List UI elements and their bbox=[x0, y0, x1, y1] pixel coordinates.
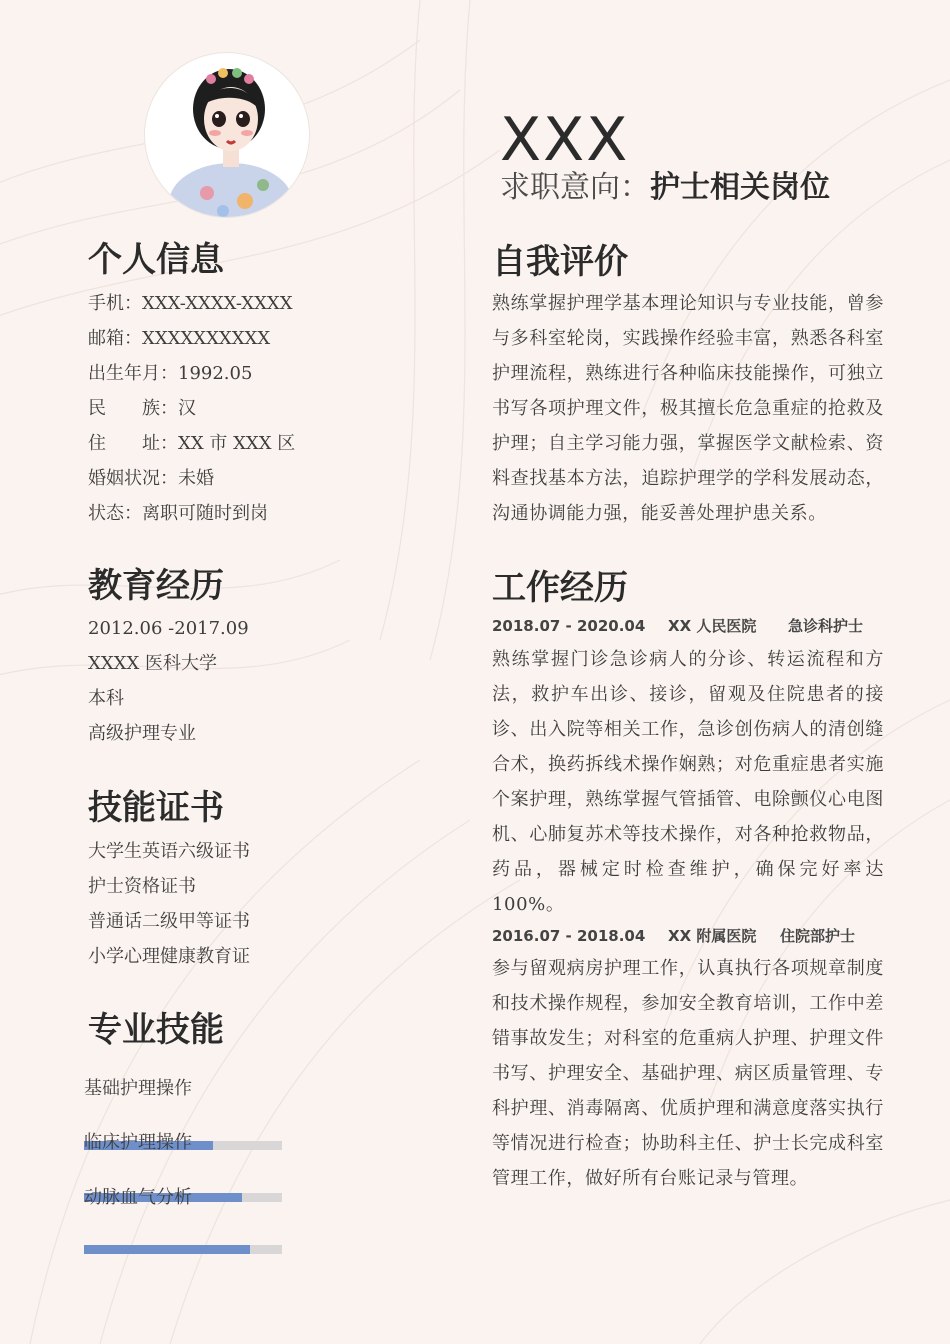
job-description: 参与留观病房护理工作，认真执行各项规章制度和技术操作规程，参加安全教育培训，工作中差错事故发生；对科室的危重病人护理、护理文件书写、护理安全、基础护理、病区质量管理、专科护理、消毒隔离、优质护理和满意度落实执行等情况进行检查；协助科主任、护士长完成科室管理工作，做好所有台账记录与管理。 bbox=[492, 958, 884, 1189]
job-description: 熟练掌握门诊急诊病人的分诊、转运流程和方法，救护车出诊、接诊，留观及住院患者的接诊、出入院等相关工作，急诊创伤病人的清创缝合术，换药拆线术操作娴熟；对危重症患者实施个案护理，熟练掌握气管插管、电除颤仪心电图机、心肺复苏术等技术操作，对各种抢救物品，药品，器械定时检查维护，确保完好率达 100%。 bbox=[492, 649, 884, 915]
job-header bbox=[492, 925, 855, 947]
avatar-illustration bbox=[145, 53, 309, 217]
job-company: XX 附属医院 bbox=[668, 927, 757, 945]
skill-label: 临床护理操作 bbox=[84, 1132, 192, 1153]
self-evaluation-text: 熟练掌握护理学基本理论知识与专业技能，曾参与多科室轮岗，实践操作经验丰富，熟悉各科室护理流程，熟练进行各种临床技能操作，可独立书写各项护理文件，极其擅长危急重症的抢救及护理；自主学习能力强，掌握医学文献检索、资料查找基本方法，追踪护理学的学科发展动态，沟通协调能力强，能妥善处理护患关系。 bbox=[492, 293, 884, 524]
job-period: 2016.07 - 2018.04 bbox=[492, 927, 646, 945]
certificate-item: 大学生英语六级证书 bbox=[88, 841, 250, 862]
self-evaluation-title: 自我评价 bbox=[492, 242, 628, 282]
work-experience-title: 工作经历 bbox=[492, 568, 628, 608]
job-period: 2018.07 - 2020.04 bbox=[492, 617, 646, 635]
certificate-item: 普通话二级甲等证书 bbox=[88, 911, 250, 932]
address: 住 址：XX 市 XXX 区 bbox=[88, 433, 296, 454]
job-role: 急诊科护士 bbox=[788, 617, 864, 635]
skill-item bbox=[84, 1131, 284, 1155]
skills-title: 专业技能 bbox=[88, 1010, 224, 1050]
birth-date: 出生年月：1992.05 bbox=[88, 363, 253, 384]
phone: 手机：XXX-XXXX-XXXX bbox=[88, 293, 293, 314]
candidate-name: XXX bbox=[500, 105, 630, 175]
certificate-item: 小学心理健康教育证 bbox=[88, 946, 250, 967]
job-role: 住院部护士 bbox=[780, 927, 856, 945]
skill-bar bbox=[84, 1245, 282, 1254]
skill-item bbox=[84, 1077, 284, 1101]
education-school: XXXX 医科大学 bbox=[88, 653, 217, 674]
skill-label: 基础护理操作 bbox=[84, 1078, 192, 1099]
education-degree: 本科 bbox=[88, 688, 124, 709]
education-period: 2012.06 -2017.09 bbox=[88, 618, 249, 639]
personal-info-list bbox=[88, 286, 295, 531]
marital-status: 婚姻状况：未婚 bbox=[88, 468, 214, 489]
avatar bbox=[145, 53, 309, 217]
certificate-item: 护士资格证书 bbox=[88, 876, 196, 897]
skill-label: 动脉血气分析 bbox=[84, 1187, 192, 1208]
certificates-title: 技能证书 bbox=[88, 788, 224, 828]
skill-bar-fill bbox=[84, 1245, 250, 1254]
email: 邮箱：XXXXXXXXXX bbox=[88, 328, 271, 349]
ethnicity: 民 族：汉 bbox=[88, 398, 196, 419]
job-company: XX 人民医院 bbox=[668, 617, 757, 635]
education-title: 教育经历 bbox=[88, 566, 224, 606]
skill-item bbox=[84, 1186, 284, 1210]
education-major: 高级护理专业 bbox=[88, 723, 196, 744]
job-intent bbox=[500, 168, 830, 212]
job-header bbox=[492, 615, 863, 637]
education-list bbox=[88, 611, 249, 751]
job-intent-value: 护士相关岗位 bbox=[650, 170, 830, 205]
certificates-list bbox=[88, 834, 250, 974]
job-intent-label: 求职意向： bbox=[500, 170, 650, 205]
personal-info-title: 个人信息 bbox=[88, 240, 224, 280]
availability-status: 状态：离职可随时到岗 bbox=[88, 503, 268, 524]
